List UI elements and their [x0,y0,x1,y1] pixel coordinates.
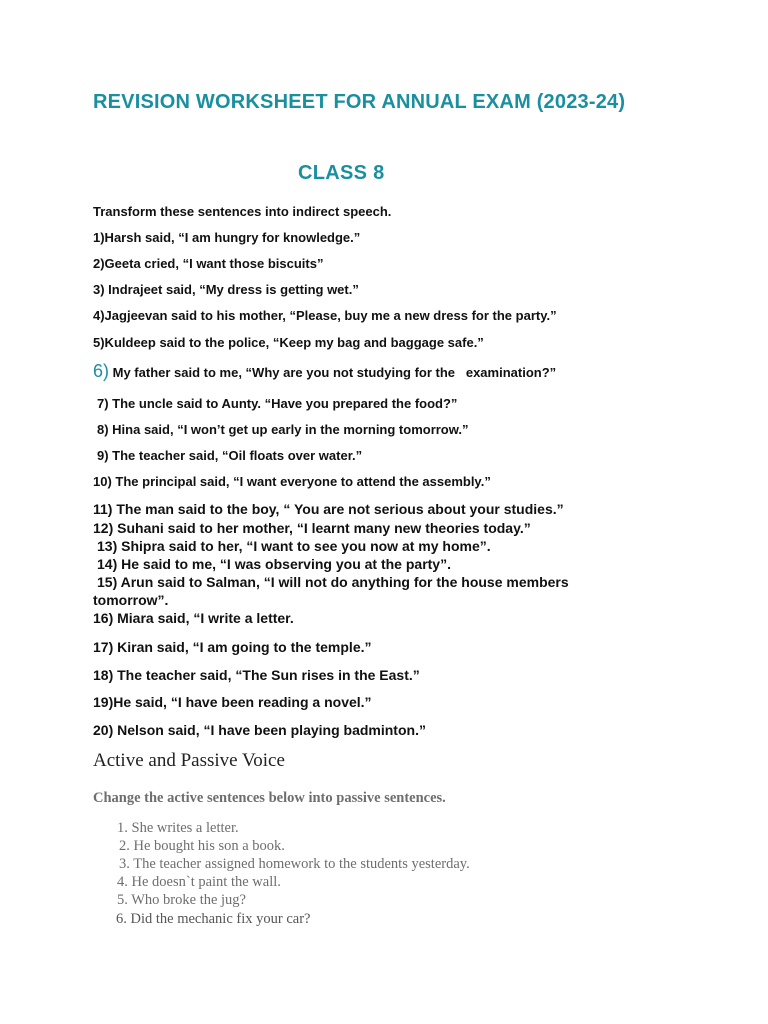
question-6-number: 6) [93,361,110,381]
question-11: 11) The man said to the boy, “ You are not serious about your studies.” [93,501,564,517]
question-10: 10) The principal said, “I want everyone to attend the assembly.” [93,474,491,489]
question-16: 16) Miara said, “I write a letter. [93,610,294,626]
passive-item-1: 1. She writes a letter. [117,820,239,836]
question-17: 17) Kiran said, “I am going to the temple.” [93,639,372,655]
question-9: 9) The teacher said, “Oil floats over water.” [97,448,363,463]
question-4: 4)Jagjeevan said to his mother, “Please, buy me a new dress for the party.” [93,308,557,323]
question-6 [93,363,556,381]
question-3: 3) Indrajeet said, “My dress is getting wet.” [93,282,359,297]
passive-voice-instruction: Change the active sentences below into passive sentences. [93,790,446,806]
question-18: 18) The teacher said, “The Sun rises in the East.” [93,667,420,683]
passive-item-4: 4. He doesn`t paint the wall. [117,874,281,890]
question-7: 7) The uncle said to Aunty. “Have you prepared the food?” [97,396,458,411]
passive-item-2: 2. He bought his son a book. [119,838,285,854]
question-19: 19)He said, “I have been reading a novel.” [93,694,372,710]
question-6-text: My father said to me, “Why are you not studying for the examination?” [112,365,557,380]
passive-item-3: 3. The teacher assigned homework to the students yesterday. [119,856,470,872]
question-20: 20) Nelson said, “I have been playing badminton.” [93,722,426,738]
question-12: 12) Suhani said to her mother, “I learnt many new theories today.” [93,520,531,536]
question-15-line-1: 15) Arun said to Salman, “I will not do anything for the house members [97,574,569,590]
passive-item-6: 6. Did the mechanic fix your car? [116,911,311,927]
question-2: 2)Geeta cried, “I want those biscuits” [93,256,324,271]
worksheet-title: REVISION WORKSHEET FOR ANNUAL EXAM (2023-24) [93,91,626,113]
passive-item-5: 5. Who broke the jug? [117,892,246,908]
question-14: 14) He said to me, “I was observing you at the party”. [97,556,451,572]
question-8: 8) Hina said, “I won’t get up early in the morning tomorrow.” [97,422,469,437]
class-heading: CLASS 8 [298,162,385,184]
passive-voice-heading: Active and Passive Voice [93,750,285,771]
indirect-speech-instruction: Transform these sentences into indirect speech. [93,204,392,219]
question-15-line-2: tomorrow”. [93,592,169,608]
question-5: 5)Kuldeep said to the police, “Keep my bag and baggage safe.” [93,335,484,350]
question-13: 13) Shipra said to her, “I want to see you now at my home”. [97,538,491,554]
question-1: 1)Harsh said, “I am hungry for knowledge.” [93,230,361,245]
